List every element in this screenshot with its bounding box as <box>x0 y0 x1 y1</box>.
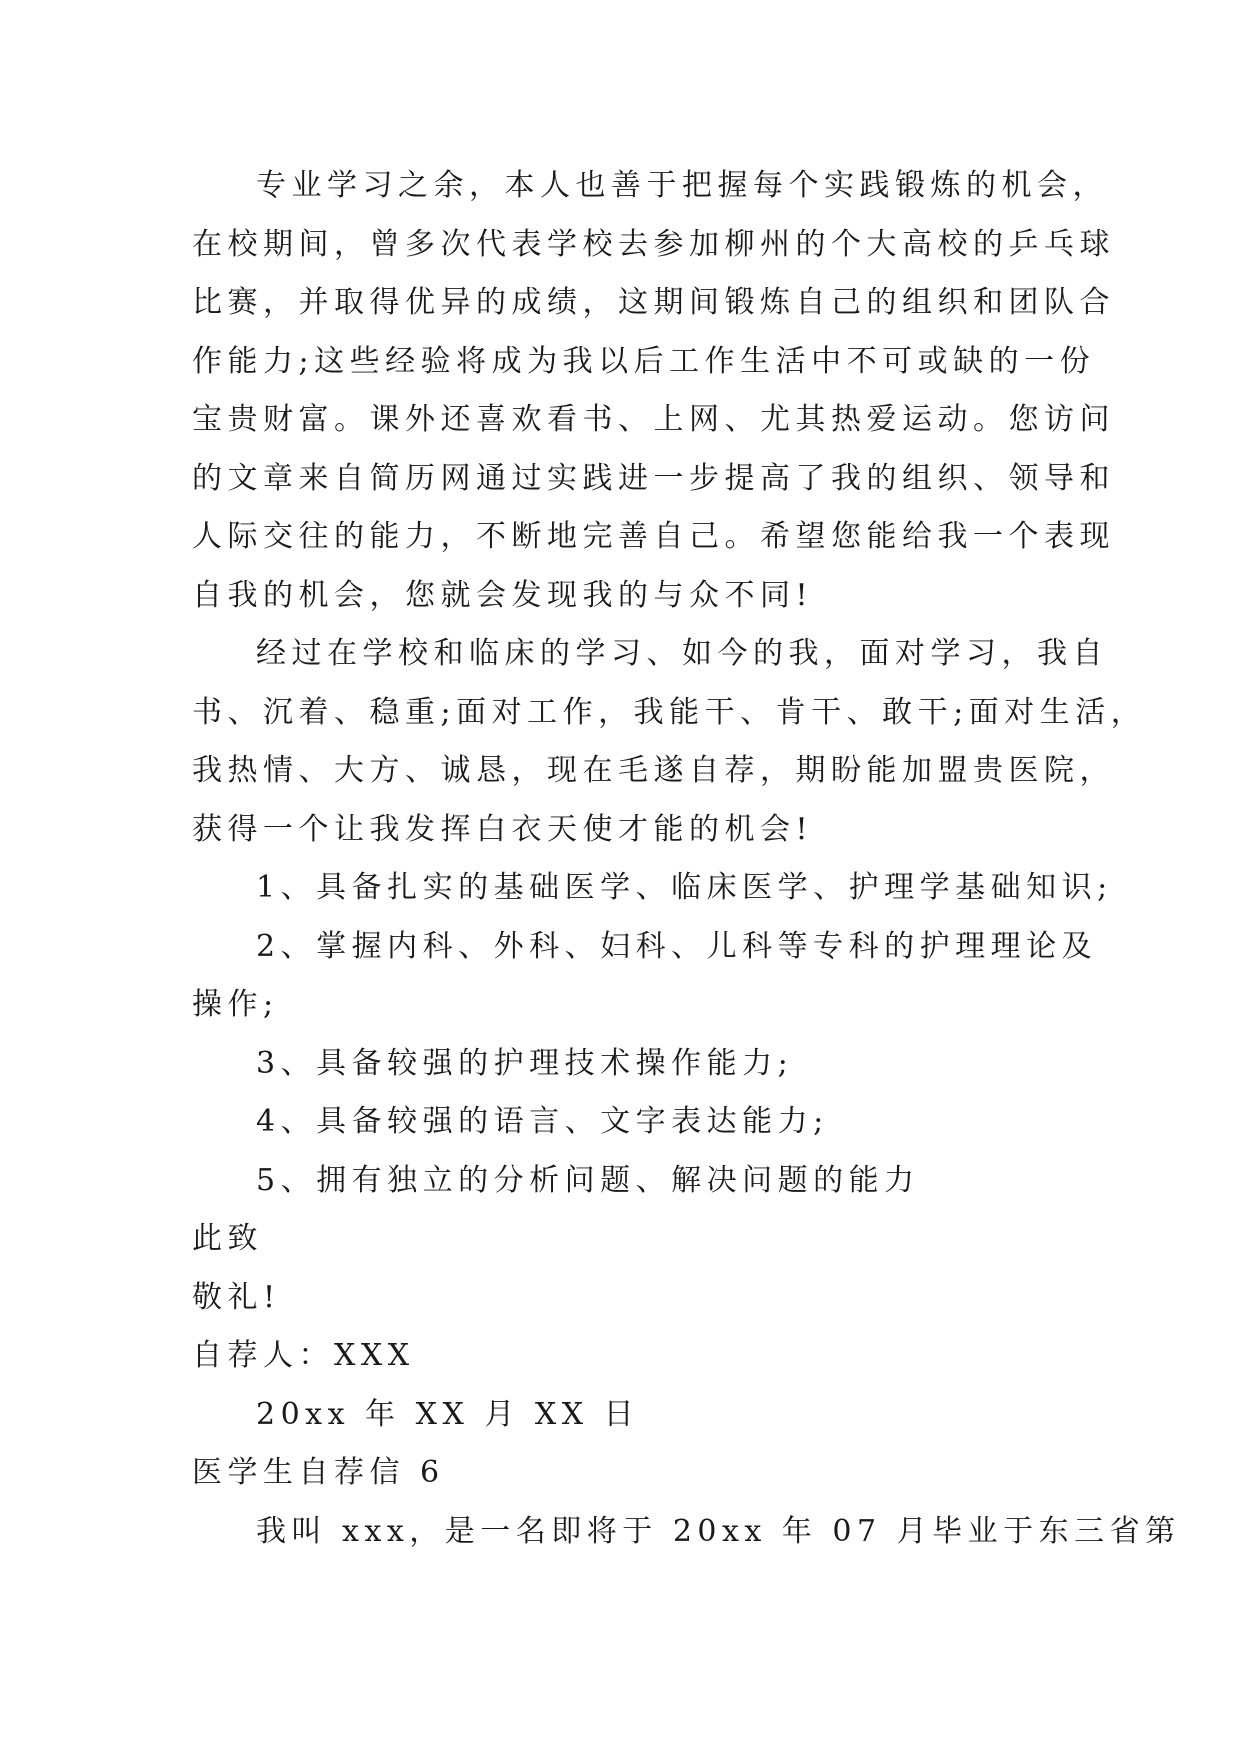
list-item: 3、具备较强的护理技术操作能力; <box>256 1045 794 1081</box>
document-body <box>192 157 1181 1561</box>
section-title: 医学生自荐信 6 <box>192 1455 445 1490</box>
date-line: 20xx 年 XX 月 XX 日 <box>256 1396 640 1432</box>
list-item: 5、拥有独立的分析问题、解决问题的能力 <box>256 1162 920 1198</box>
text-line: 在校期间，曾多次代表学校去参加柳州的个大高校的乒乓球 <box>192 226 1115 262</box>
closing-line: 此致 <box>192 1221 263 1256</box>
text-line: 人际交往的能力，不断地完善自己。希望您能给我一个表现 <box>192 519 1115 554</box>
text-line: 操作; <box>192 987 279 1022</box>
text-line: 经过在学校和临床的学习、如今的我，面对学习，我自 <box>256 636 1108 671</box>
text-line: 我叫 xxx，是一名即将于 20xx 年 07 月毕业于东三省第 <box>256 1513 1181 1549</box>
text-line: 作能力;这些经验将成为我以后工作生活中不可或缺的一份 <box>192 343 1096 379</box>
text-line: 获得一个让我发挥白衣天使才能的机会! <box>192 811 814 847</box>
signature-line: 自荐人：XXX <box>192 1338 415 1373</box>
list-item: 1、具备扎实的基础医学、临床医学、护理学基础知识; <box>256 870 1113 905</box>
closing-salute: 敬礼! <box>192 1279 281 1315</box>
list-item: 4、具备较强的语言、文字表达能力; <box>256 1104 829 1139</box>
text-line: 自我的机会，您就会发现我的与众不同! <box>192 577 814 613</box>
text-line: 宝贵财富。课外还喜欢看书、上网、尤其热爱运动。您访问 <box>192 402 1115 437</box>
text-line: 比赛，并取得优异的成绩，这期间锻炼自己的组织和团队合 <box>192 285 1115 320</box>
text-line: 书、沉着、稳重;面对工作，我能干、肯干、敢干;面对生活， <box>192 694 1147 730</box>
text-line: 的文章来自简历网通过实践进一步提高了我的组织、领导和 <box>192 460 1115 496</box>
text-line: 我热情、大方、诚恳，现在毛遂自荐，期盼能加盟贵医院， <box>192 753 1115 788</box>
text-line: 专业学习之余，本人也善于把握每个实践锻炼的机会， <box>256 168 1108 203</box>
list-item: 2、掌握内科、外科、妇科、儿科等专科的护理理论及 <box>256 928 1098 964</box>
